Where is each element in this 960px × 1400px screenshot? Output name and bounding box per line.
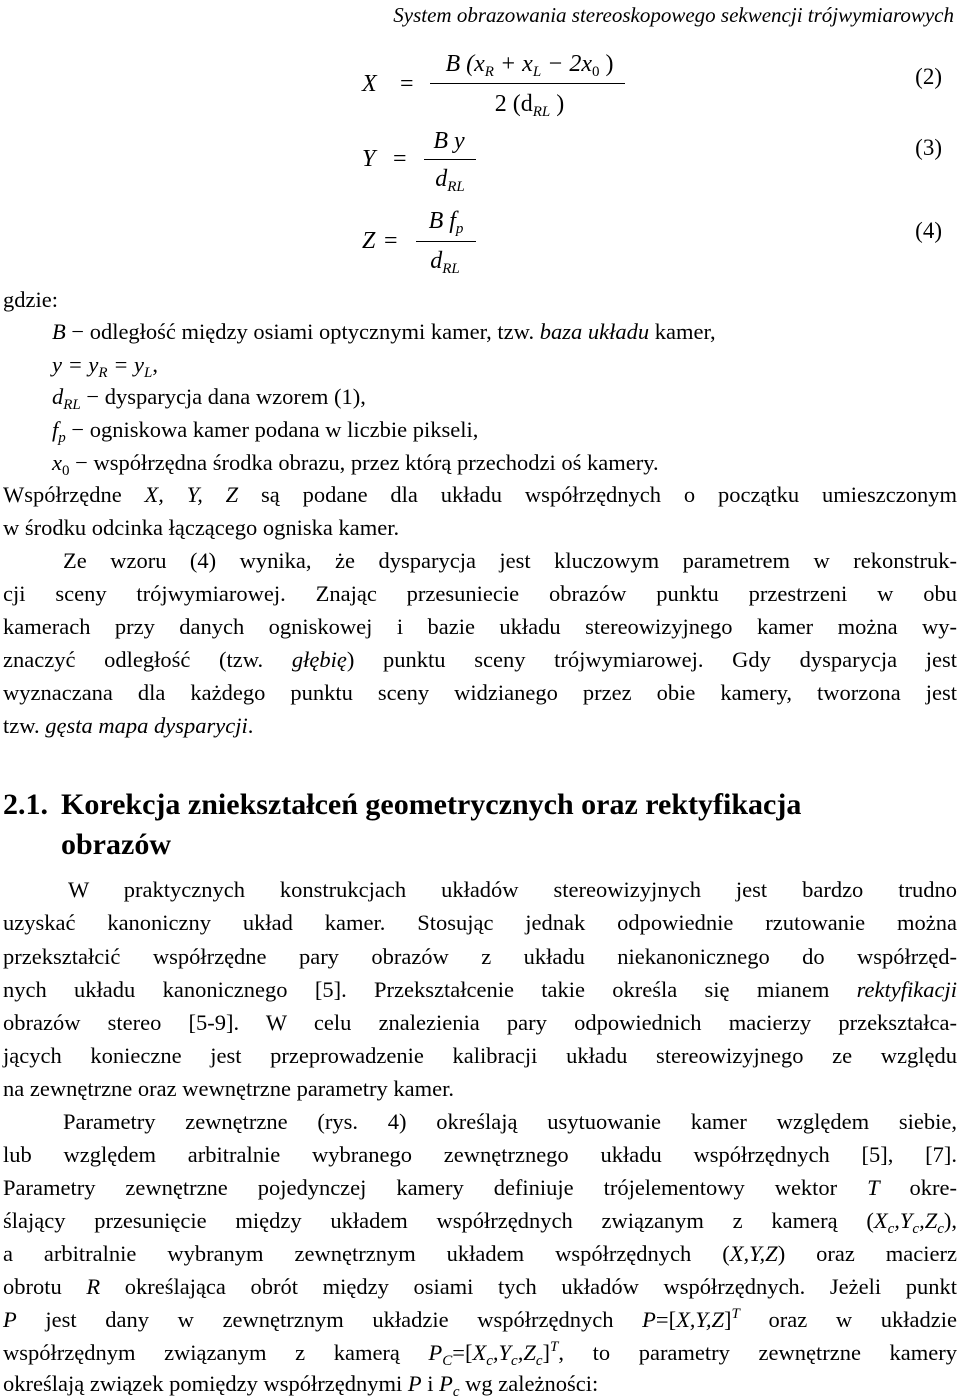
where-label: gdzie: [3,287,58,312]
definition-disparity: $d_{RL}$ − dysparycja dana wzorem (1), [52,384,366,413]
equation-lhs: Y [362,146,376,172]
paragraph-3-line-6: jących konieczne jest przeprowadzenie kalibracji układu stereowizyjnego ze względu [3,1043,957,1068]
equation-numerator: B y [433,128,465,154]
equation-lhs: Z [362,228,376,254]
equation-numerator: B $f_p$ [428,208,464,237]
equation-number-4: (4) [915,218,942,243]
paragraph-4-line-1: Parametry zewnętrzne (rys. 4) określają usytuowanie kamer względem siebie, [63,1109,957,1134]
paragraph-2-line-5: wyznaczana dla każdego punktu sceny widzianego przez obie kamery, tworzona jest [3,680,957,705]
paragraph-4-line-5: a arbitralnie wybranym zewnętrznym układem współrzędnych (X,Y,Z) oraz macierz [3,1241,957,1266]
paragraph-2-line-6: tzw. gęsta mapa dysparycji. [3,713,254,738]
section-title-line-2: obrazów [61,828,171,861]
paragraph-2-line-1: Ze wzoru (4) wynika, że dysparycja jest kluczowym parametrem w rekonstruk- [63,548,957,573]
paragraph-3-line-3: przekształcić współrzędne pary obrazów z układu niekanonicznego do współrzęd- [3,944,957,969]
equation-number-2: (2) [915,64,942,89]
equation-numerator: B ($x_R + x_L - 2x_0$ ) [445,51,614,80]
paragraph-3-line-7: na zewnętrzne oraz wewnętrzne parametry kamer. [3,1076,454,1101]
section-heading-line-2 [61,825,171,865]
equation-4 [0,205,960,280]
paragraph-3-line-2: uzyskać kanoniczny układ kamer. Stosując jednak odpowiednie rzutowanie można [3,910,957,935]
paragraph-4-line-8: współrzędnym związanym z kamerą $P_C=[X_c,Y_c,Z_c]^T$, to parametry zewnętrzne kamery [3,1339,957,1369]
definition-center: $x_0$ − współrzędna środka obrazu, przez którą przechodzi oś kamery. [52,450,659,479]
paragraph-2-line-2: cji sceny trójwymiarowej. Znając przesuniecie obrazów punktu przestrzeni w obu [3,581,957,606]
running-header: System obrazowania stereoskopowego sekwencji trójwymiarowych [393,3,954,27]
equation-2 [0,40,960,120]
paragraph-4-line-7: P jest dany w zewnętrznym układzie współrzędnych $P=[X,Y,Z]^T$ oraz w układzie [3,1306,957,1332]
equation-3 [0,125,960,195]
equation-equals: = [400,71,414,97]
paragraph-2-line-3: kamerach przy danych ogniskowej i bazie układu stereowizyjnego kamer można wy- [3,614,957,639]
paragraph-3-line-4: nych układu kanonicznego [5]. Przekształcenie takie określa się mianem rektyfikacji [3,977,957,1002]
section-heading [3,785,801,825]
definition-y: $y = y_R = y_L$, [52,352,158,381]
equation-denominator: $d_{RL}$ [430,248,460,277]
equation-lhs: X [362,71,377,97]
fraction-bar [416,241,476,242]
paragraph-3-line-1: W praktycznych konstrukcjach układów stereowizyjnych jest bardzo trudno [68,877,957,902]
equation-number-3: (3) [915,135,942,160]
equation-denominator: $d_{RL}$ [435,166,465,195]
paragraph-4-line-3: Parametry zewnętrzne pojedynczej kamery definiuje trójelementowy wektor T okre- [3,1175,957,1200]
paragraph-1-line-1: Współrzędne X, Y, Z są podane dla układu współrzędnych o początku umieszczonym [3,482,957,507]
paragraph-4-line-4: ślający przesunięcie między układem współrzędnych związanym z kamerą $(X_c,Y_c,Z_c)$, [3,1208,957,1237]
equation-equals: = [393,146,407,172]
paragraph-1-line-2: w środku odcinka łączącego ogniska kamer. [3,515,400,540]
section-number: 2.1. [3,788,48,821]
definition-baseline: B − odległość między osiami optycznymi kamer, tzw. baza układu kamer, [52,319,716,344]
fraction-bar [424,159,476,160]
definition-focal: $f_p$ − ogniskowa kamer podana w liczbie pikseli, [52,417,479,446]
paragraph-4-line-9: określają związek pomiędzy współrzędnymi P i $P_c$ wg zależności: [3,1371,599,1400]
paragraph-4-line-6: obrotu R określająca obrót między osiami tych układów współrzędnych. Jeżeli punkt [3,1274,957,1299]
paragraph-4-line-2: lub względem arbitralnie wybranego zewnętrznego układu współrzędnych [5], [7]. [3,1142,957,1167]
fraction-bar [430,83,625,84]
paragraph-3-line-5: obrazów stereo [5-9]. W celu znalezienia pary odpowiednich macierzy przekształca- [3,1010,957,1035]
paragraph-2-line-4: znaczyć odległość (tzw. głębię) punktu sceny trójwymiarowej. Gdy dysparycja jest [3,647,957,672]
equation-denominator: 2 ($d_{RL}$ ) [494,91,565,120]
section-title-line-1: Korekcja zniekształceń geometrycznych oraz rektyfikacja [61,788,802,821]
equation-equals: = [384,228,398,254]
